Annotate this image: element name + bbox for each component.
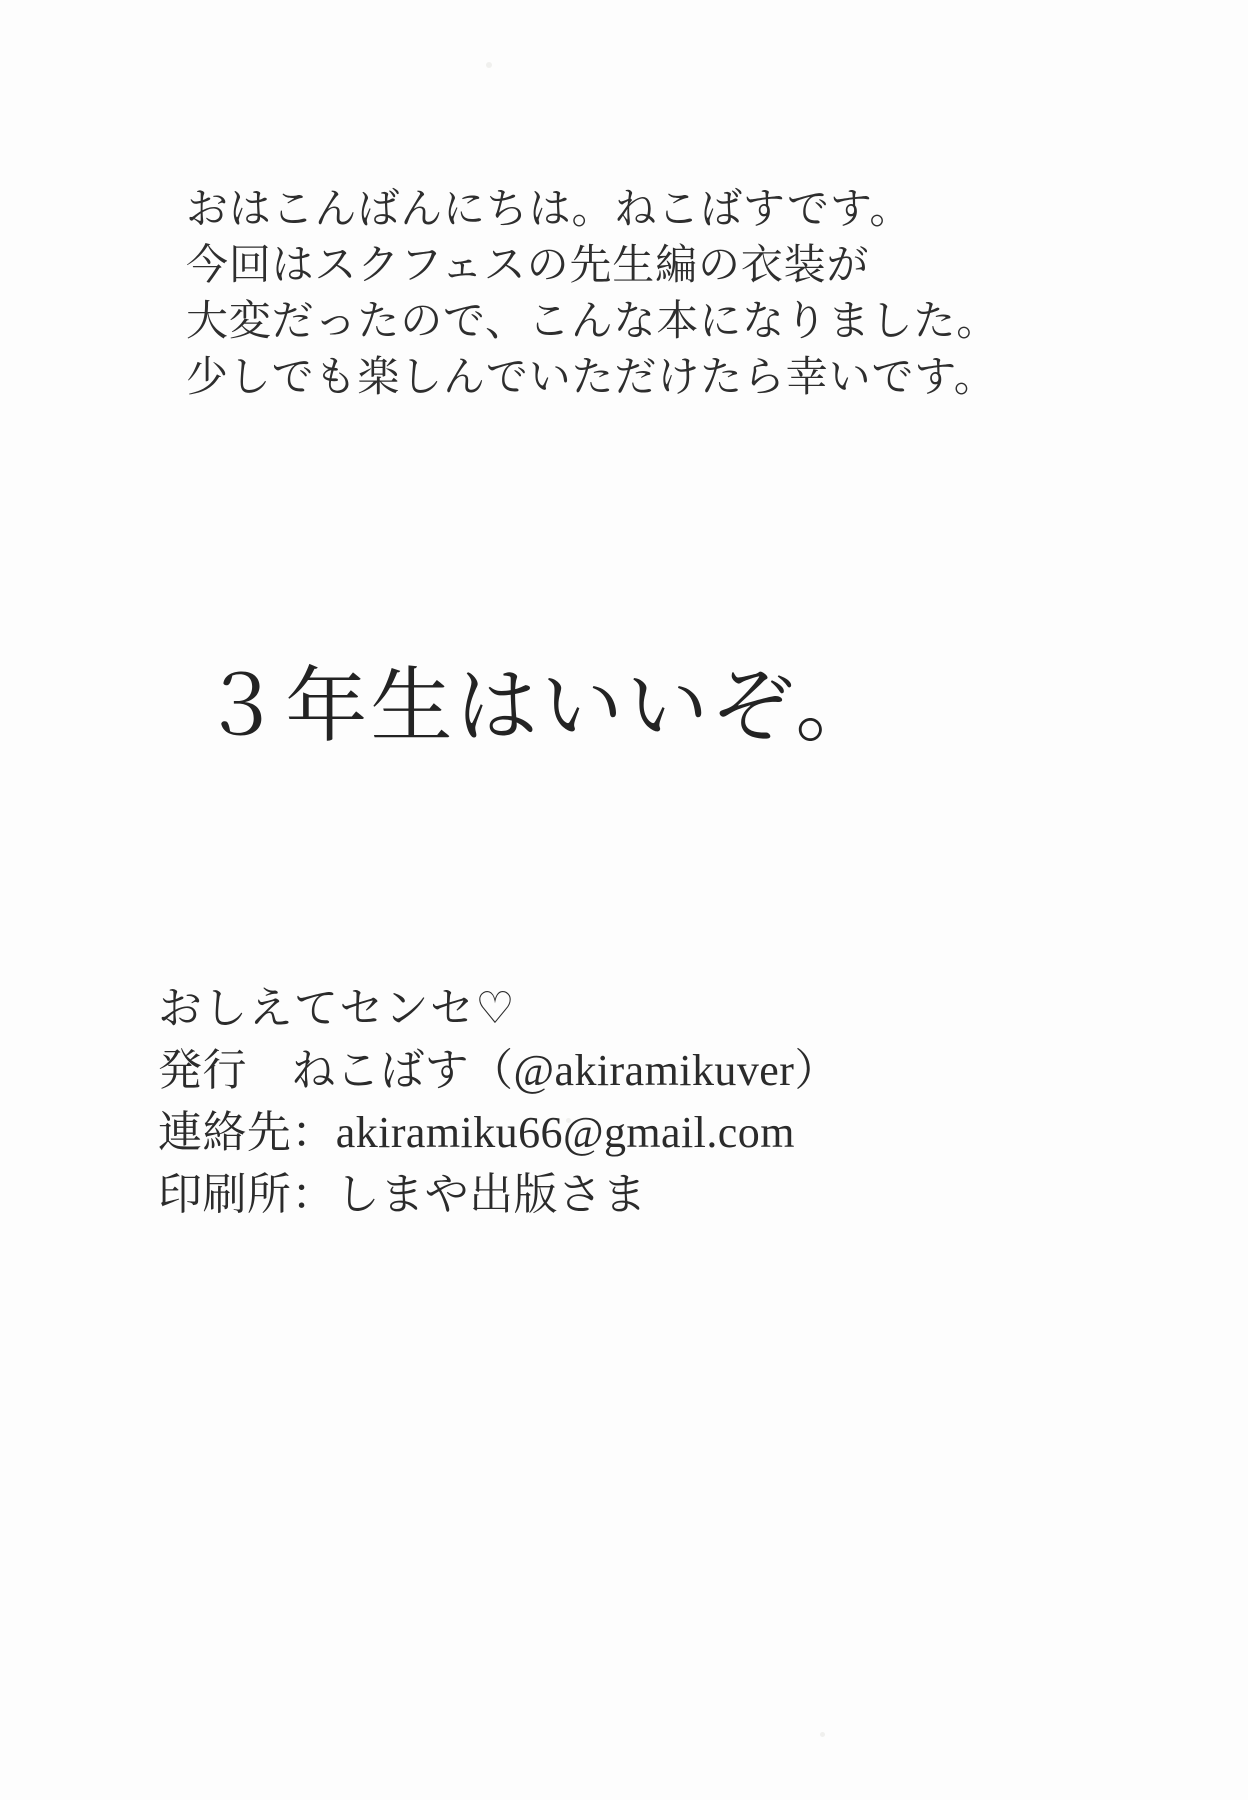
paper-speck — [486, 62, 492, 68]
afterword-line: 今回はスクフェスの先生編の衣装が — [186, 243, 870, 289]
afterword-block — [186, 182, 1126, 406]
afterword-line: おはこんばんにちは。ねこばすです。 — [186, 187, 913, 233]
paper-speck — [820, 1732, 825, 1737]
afterword-line: 大変だったので、こんな本になりました。 — [186, 299, 1000, 345]
headline-text: ３年生はいいぞ。 — [200, 661, 881, 752]
colophon-publisher: 発行 ねこばす（@akiramikuver） — [158, 1046, 839, 1095]
colophon-contact: 連絡先：akiramiku66@gmail.com — [158, 1108, 795, 1157]
colophon-printer: 印刷所：しまや出版さま — [158, 1170, 647, 1219]
colophon-title: おしえてセンセ♡ — [158, 984, 517, 1033]
colophon-block — [158, 978, 1158, 1226]
afterword-line: 少しでも楽しんでいただけたら幸いです。 — [186, 355, 997, 401]
